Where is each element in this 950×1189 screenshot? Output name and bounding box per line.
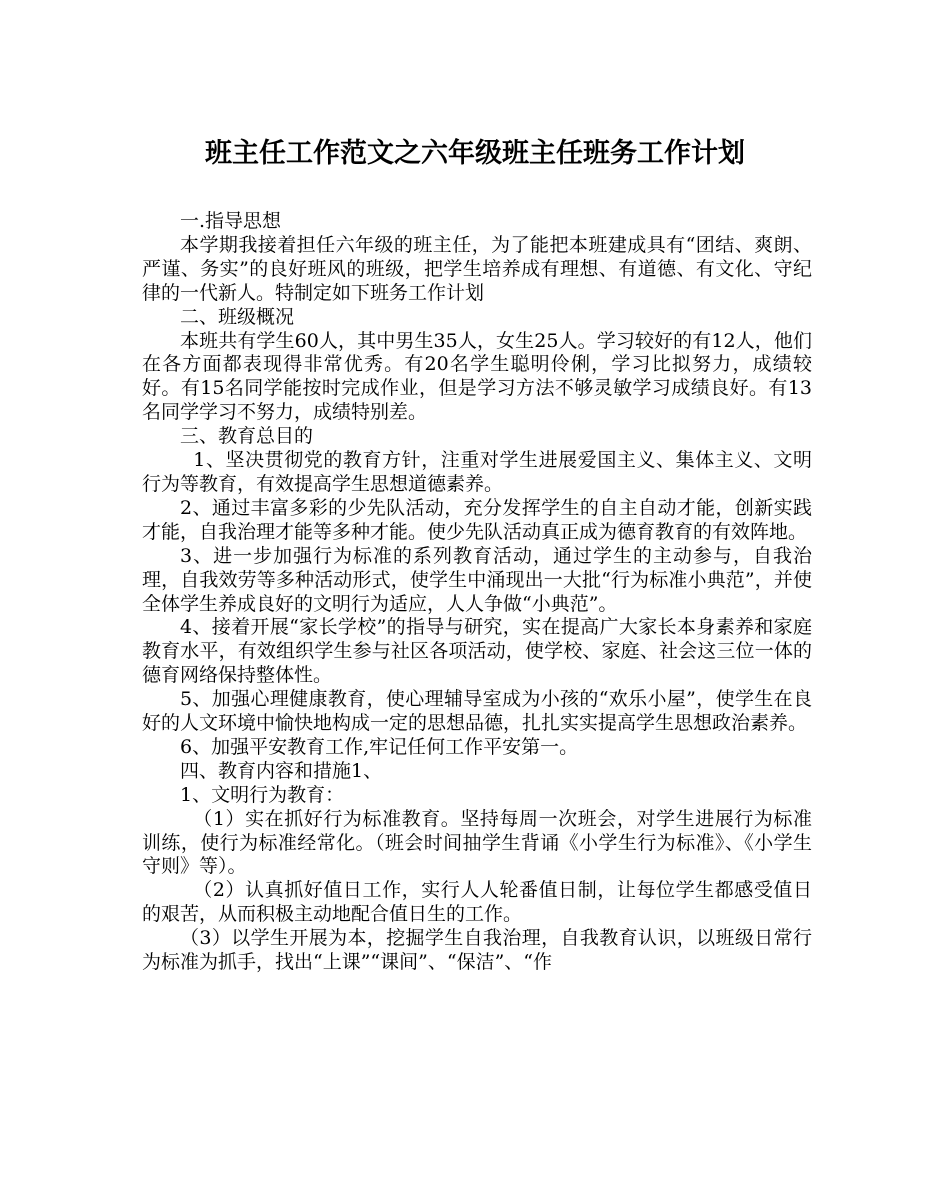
goal-item-1: 1、坚决贯彻党的教育方针，注重对学生进展爱国主义、集体主义、文明行为等教育，有效提高学生思想道德素养。 [142,449,812,495]
paragraph-intro: 本学期我接着担任六年级的班主任，为了能把本班建成具有“团结、爽朗、严谨、务实”的良好班风的班级，把学生培养成有理想、有道德、有文化、守纪律的一代新人。特制定如下班务工作计划 [142,233,812,304]
measure-item-3: （3）以学生开展为本，挖掘学生自我治理，自我教育认识，以班级日常行为标准为抓手，找出“上课”“课间”、“保洁”、“作 [142,927,812,974]
measure-item-1: （1）实在抓好行为标准教育。坚持每周一次班会，对学生进展行为标准训练，使行为标准经常化。（班会时间抽学生背诵《小学生行为标准》、《小学生守则》等）。 [142,807,812,878]
section-heading-class-overview: 二、班级概况 [180,305,295,328]
document-title: 班主任工作范文之六年级班主任班务工作计划 [205,138,745,169]
goal-item-4: 4、接着开展“家长学校”的指导与研究，实在提高广大家长本身素养和家庭教育水平，有效组织学生参与社区各项活动，使学校、家庭、社会这三位一体的德育网络保持整体性。 [142,616,812,687]
section-heading-guiding-thought: 一.指导思想 [180,210,282,232]
goal-item-6: 6、加强平安教育工作,牢记任何工作平安第一。 [180,735,579,758]
measure-item-2: （2）认真抓好值日工作，实行人人轮番值日制，让每位学生都感受值日的艰苦，从而积极主动地配合值日生的工作。 [142,879,812,926]
goal-item-3: 3、进一步加强行为标准的系列教育活动，通过学生的主动参与，自我治理，自我效劳等多种活动形式，使学生中涌现出一大批“行为标准小典范”，并使全体学生养成良好的文明行为适应，人人争做“小典范”。 [142,544,812,615]
goal-item-5: 5、加强心理健康教育，使心理辅导室成为小孩的“欢乐小屋”，使学生在良好的人文环境中愉快地构成一定的思想品德，扎扎实实提高学生思想政治素养。 [142,688,812,735]
section-heading-education-goals: 三、教育总目的 [180,425,314,448]
document-body [142,210,812,975]
subheading-civilized-behavior: 1、文明行为教育： [180,783,345,806]
paragraph-class-overview: 本班共有学生60人，其中男生35人，女生25人。学习较好的有12人，他们在各方面都表现得非常优秀。有20名学生聪明伶俐，学习比拟努力，成绩较好。有15名同学能按时完成作业，但是学习方法不够灵敏学习成绩良好。有13名同学学习不努力，成绩特别差。 [142,329,812,424]
section-heading-content-measures: 四、教育内容和措施1、 [180,759,383,782]
goal-item-2: 2、通过丰富多彩的少先队活动，充分发挥学生的自主自动才能，创新实践才能，自我治理才能等多种才能。使少先队活动真正成为德育教育的有效阵地。 [142,496,812,543]
